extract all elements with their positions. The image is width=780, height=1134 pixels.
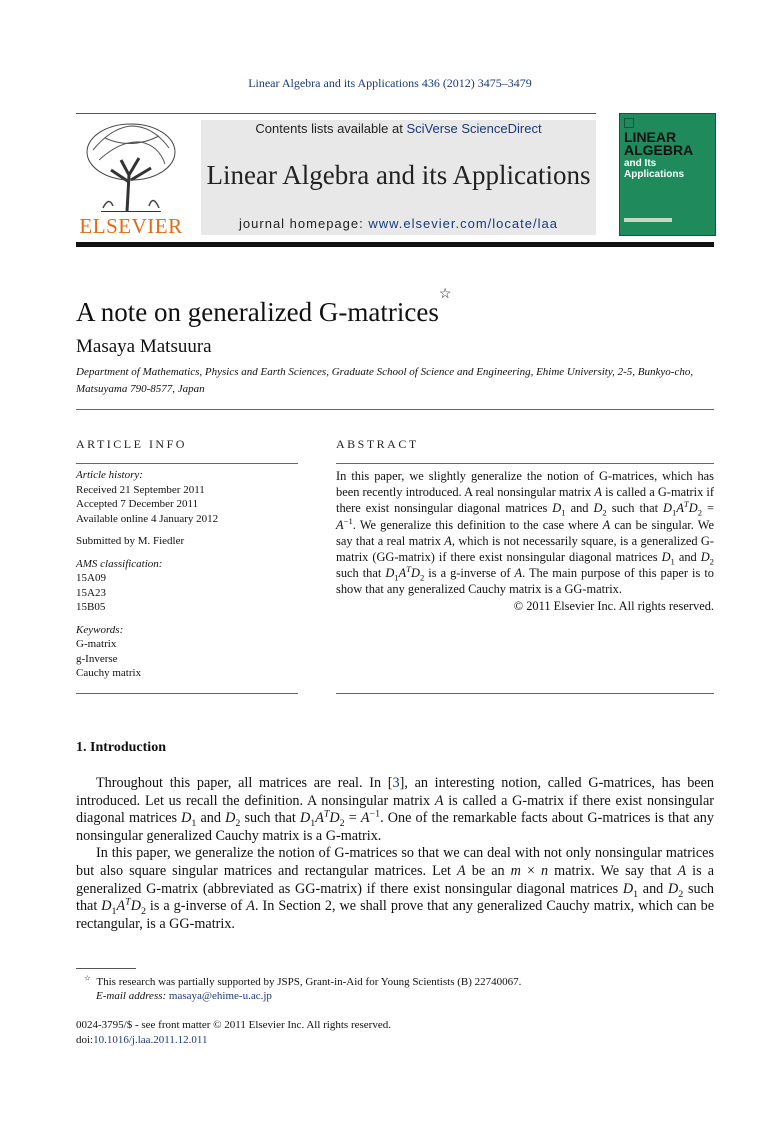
contents-prefix: Contents lists available at bbox=[255, 121, 407, 136]
cover-subtitle-line-1: and Its bbox=[624, 158, 657, 169]
keyword: G-matrix bbox=[76, 638, 117, 650]
intro-paragraph-2: In this paper, we generalize the notion of G-matrices so that we can deal with not only nonsingular matrices but also square singular matrices and rectangular matrices. Let A be an m × n matrix. We say that A is a generalized G-matrix (abbreviated as GG-matrix) if there exist nonsingular diagonal matrices $D_1$ and $D_2$ such that $D_1A^TD_2$ is a g-inverse of A. In Section 2, we shall prove that any generalized Cauchy matrix, which can be rectangular, is a GG-matrix. bbox=[76, 845, 714, 932]
header-thick-rule bbox=[76, 242, 714, 247]
journal-title: Linear Algebra and its Applications bbox=[206, 160, 591, 190]
homepage-line bbox=[201, 216, 596, 231]
footnote-mark: ☆ bbox=[84, 973, 91, 983]
title-footnote-mark[interactable]: ☆ bbox=[438, 287, 452, 302]
abstract-body bbox=[336, 468, 714, 614]
received-date: Received 21 September 2011 bbox=[76, 483, 205, 496]
elsevier-tree-icon bbox=[81, 120, 181, 212]
abstract-copyright: © 2011 Elsevier Inc. All rights reserved. bbox=[513, 598, 714, 613]
article-info bbox=[76, 468, 298, 681]
abstract-heading: ABSTRACT bbox=[336, 437, 419, 451]
introduction-body bbox=[76, 775, 714, 933]
front-matter bbox=[76, 1018, 391, 1048]
cover-title-line-1: LINEAR bbox=[624, 129, 677, 145]
citation-link-3[interactable]: 3 bbox=[392, 775, 400, 791]
article-info-rule bbox=[76, 463, 298, 464]
abstract-bottom-rule bbox=[336, 693, 714, 694]
doi-link[interactable]: 10.1016/j.laa.2011.12.011 bbox=[93, 1034, 208, 1046]
journal-citation[interactable]: Linear Algebra and its Applications 436 (2012) 3475–3479 bbox=[248, 76, 532, 90]
article-info-bottom-rule bbox=[76, 693, 298, 694]
doi-label: doi: bbox=[76, 1034, 94, 1046]
affiliation-rule bbox=[76, 409, 714, 410]
ams-code: 15A09 bbox=[76, 572, 106, 584]
cover-subtitle bbox=[624, 158, 684, 180]
introduction-heading: 1. Introduction bbox=[76, 740, 166, 755]
keyword: g-Inverse bbox=[76, 652, 118, 665]
footnote bbox=[76, 975, 714, 1003]
history-label: Article history: bbox=[76, 469, 143, 481]
footnote-text: This research was partially supported by JSPS, Grant-in-Aid for Young Scientists (B) 22740067. bbox=[96, 976, 522, 988]
journal-banner bbox=[201, 120, 596, 235]
header-rule bbox=[76, 113, 596, 114]
publisher-name: ELSEVIER bbox=[79, 214, 183, 238]
sciencedirect-link[interactable]: SciVerse ScienceDirect bbox=[406, 121, 542, 136]
cover-title-line-2: ALGEBRA bbox=[624, 142, 694, 158]
footnote-email bbox=[76, 989, 714, 1003]
issn-line: 0024-3795/$ - see front matter © 2011 Elsevier Inc. All rights reserved. bbox=[76, 1019, 391, 1031]
journal-cover-image[interactable] bbox=[619, 113, 716, 236]
ams-code: 15B05 bbox=[76, 601, 106, 613]
ams-label: AMS classification: bbox=[76, 557, 163, 570]
online-date: Available online 4 January 2012 bbox=[76, 512, 219, 525]
article-info-heading: ARTICLE INFO bbox=[76, 437, 187, 451]
author-name: Masaya Matsuura bbox=[76, 336, 212, 357]
abstract-text: In this paper, we slightly generalize the notion of G-matrices, which has been recently introduced. A real nonsingular matrix A is called a G-matrix if there exist nonsingular diagonal matrices $D_1$ and $D_2$ such that $D_1A^TD_2 = A^{-1}$. We generalize this definition to the case where A can be singular. We say that a real matrix A, which is not necessarily square, is a generalized G-matrix (GG-matrix) if there exist nonsingular diagonal matrices $D_1$ and $D_2$ such that $D_1A^TD_2$ is a g-inverse of A. The main purpose of this paper is to show that any generalized Cauchy matrix is a GG-matrix. bbox=[336, 469, 715, 597]
cover-subtitle-line-2: Applications bbox=[624, 169, 685, 180]
keyword: Cauchy matrix bbox=[76, 667, 142, 679]
keywords-label: Keywords: bbox=[76, 623, 124, 636]
email-label: E-mail address: bbox=[96, 990, 169, 1002]
accepted-date: Accepted 7 December 2011 bbox=[76, 498, 199, 510]
ams-code: 15A23 bbox=[76, 586, 106, 599]
footnote-funding bbox=[76, 975, 714, 989]
homepage-prefix: journal homepage: bbox=[239, 216, 369, 231]
email-link[interactable]: masaya@ehime-u.ac.jp bbox=[168, 990, 272, 1002]
paper-title-text: A note on generalized G-matrices bbox=[76, 297, 439, 327]
cover-title bbox=[624, 131, 693, 157]
contents-line bbox=[201, 121, 596, 136]
paper-title bbox=[76, 287, 452, 328]
cover-mark-icon bbox=[624, 118, 634, 128]
footnote-rule bbox=[76, 968, 136, 969]
abstract-rule bbox=[336, 463, 714, 464]
author-affiliation: Department of Mathematics, Physics and Earth Sciences, Graduate School of Science and Engineering, Ehime University, 2-5, Bunkyo-cho, Matsuyama 790-8577, Japan bbox=[76, 366, 694, 395]
homepage-link[interactable]: www.elsevier.com/locate/laa bbox=[368, 216, 558, 231]
submitted-by: Submitted by M. Fiedler bbox=[76, 535, 185, 547]
cover-stripe bbox=[624, 218, 672, 222]
intro-paragraph-1: Throughout this paper, all matrices are real. In [3], an interesting notion, called G-matrices, has been introduced. Let us recall the definition. A nonsingular matrix A is called a G-matrix if there exist nonsingular diagonal matrices $D_1$ and $D_2$ such that $D_1A^TD_2 = A^{-1}$. One of the remarkable facts about G-matrices is that any nonsingular generalized Cauchy matrix is a G-matrix. bbox=[76, 775, 714, 844]
doi-line bbox=[76, 1033, 391, 1048]
elsevier-logo[interactable] bbox=[76, 120, 186, 238]
